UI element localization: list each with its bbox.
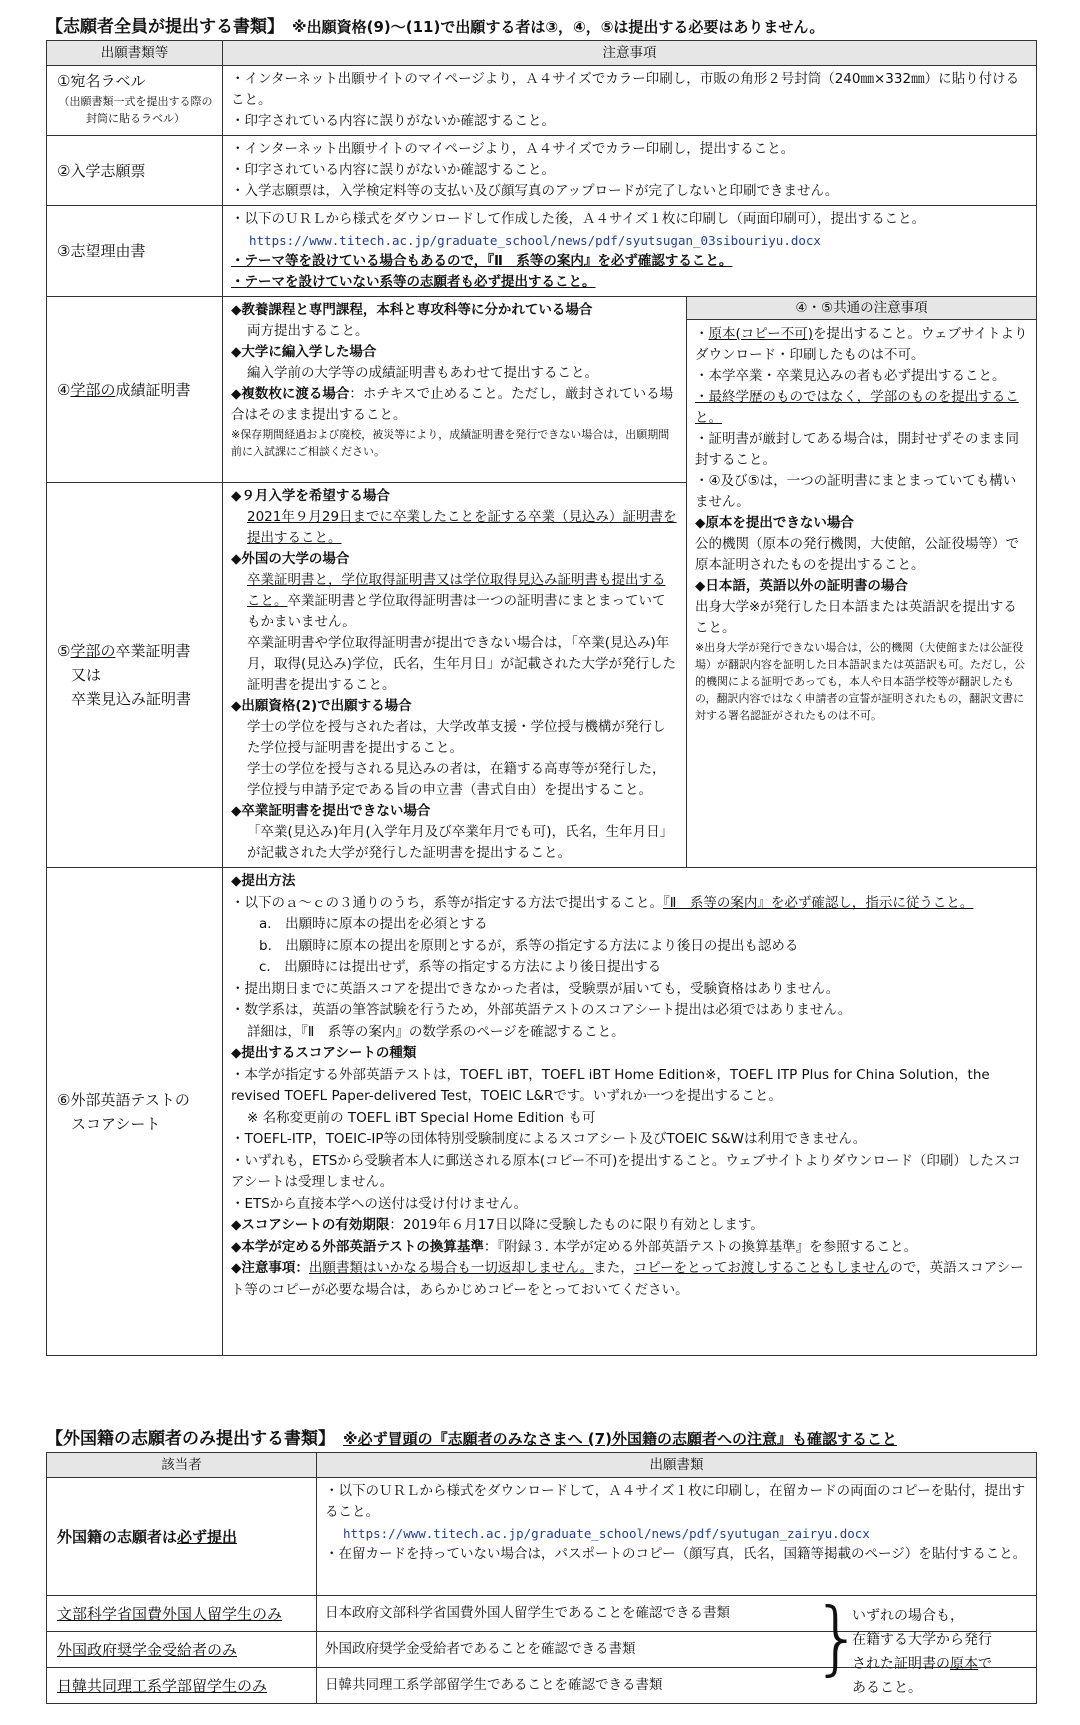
note-text: ：2019年６月17日以降に受験したものに限り有効とします。: [389, 1217, 764, 1233]
col-header-documents: 出願書類等: [47, 41, 223, 66]
note-item: ・提出期日までに英語スコアを提出できなかった者は，受験票が届いても，受験資格はありません。: [231, 980, 840, 997]
note-item: ・以下のＵＲＬから様式をダウンロードして作成した後，Ａ４サイズ１枚に印刷し（両面印刷可），提出すること。: [231, 211, 926, 227]
row-name-label: 外国政府奨学金受給者のみ: [47, 1632, 317, 1668]
note-text: 出身大学※が発行した日本語または英語訳を提出すること。: [695, 599, 1017, 636]
subheading: ◆大学に編入学した場合: [231, 344, 377, 360]
name-part: 又は: [71, 666, 102, 684]
subheading: ◆外国の大学の場合: [231, 551, 350, 567]
note-text: ※ 名称変更前の TOEFL iBT Special Home Edition も可: [247, 1109, 596, 1126]
note-text: 学士の学位を授与される見込みの者は，在籍する高専等が発行した，学位授与申請予定である旨の申立書（書式自由）を提出すること。: [247, 761, 666, 798]
name-part: ⑤: [57, 642, 71, 660]
brace-note-part-underlined: 原本: [950, 1656, 978, 1672]
name-part: ④: [57, 380, 71, 399]
row-name-label: [47, 297, 223, 483]
subheading: ◆提出するスコアシートの種類: [231, 1045, 417, 1061]
option-a: a. 出願時に原本の提出を必須とする: [259, 916, 488, 932]
note-text: 両方提出すること。: [247, 323, 369, 339]
subheading: ◆９月入学を希望する場合: [231, 488, 390, 504]
option-c: c. 出願時には提出せず，系等の指定する方法により後日提出する: [259, 959, 662, 975]
table-row: [47, 1478, 1037, 1596]
option-b: b. 出願時に原本の提出を原則とするが，系等の指定する方法により後日の提出も認める: [259, 937, 799, 954]
note-item: ・以下のａ～ｃの３通りのうち，系等が指定する方法で提出すること。: [231, 894, 663, 911]
note-text-underlined: 出願書類はいかなる場合も一切返却しません。: [308, 1260, 594, 1276]
row-name-label: ③志望理由書: [47, 206, 223, 297]
document-cell: 外国政府奨学金受給者であることを確認できる書類: [317, 1632, 1037, 1668]
name-part-underlined: 学部の: [70, 642, 116, 660]
residence-form-link[interactable]: https://www.titech.ac.jp/graduate_school/news/pdf/syutugan_zairyu.docx: [343, 1526, 870, 1541]
note-text: 卒業証明書や学位取得証明書が提出できない場合は，「卒業(見込み)年月，取得(見込み)学位，氏名，生年月日」が記載された大学が発行した証明書を提出すること。: [247, 635, 677, 693]
note-item: ・④及び⑤は，一つの証明書にまとまっていても構いません。: [695, 473, 1017, 510]
section2-heading: 【外国籍の志願者のみ提出する書類】: [46, 1429, 335, 1449]
subheading: ◆スコアシートの有効期限: [231, 1217, 390, 1233]
note-item: ・いずれも，ETSから受験者本人に郵送される原本(コピー不可)を提出すること。ウェブサイトよりダウンロード（印刷）したスコアシートは受理しません。: [231, 1152, 1021, 1190]
brace-note-part: で: [978, 1656, 992, 1672]
name-part: 卒業見込み証明書: [71, 690, 192, 708]
common-notes-cell: ④・⑤共通の注意事項 ・原本(コピー不可)を提出すること。ウェブサイトよりダウンロード・印刷したものは不可。 ・本学卒業・卒業見込みの者も必ず提出すること。 ・最終学歴のものではなく，学部のものを提出すること。 ・証明書が厳封してある場合は，開封せずそのまま同封すること。 ・④及び⑤は，一つの証明書にまとまっていても構いません。 ◆原本を提出できない場合 公的機関（原本の発行機関，大使館，公証役場等）で原本証明されたものを提出すること。 ◆日本語，英語以外の証明書の場合 出身大学※が発行した日本語または英語訳を提出すること。 ※出身大学が発行できない場合は，公的機関（大使館または公証役場）が翻訳内容を証明した日本語訳または英語訳も可。ただし，公的機関による証明であっても，本人や日本語学校等が翻訳したもの，翻訳内容ではなく申請者の宣誓が証明されたもの，翻訳文書に対する署名認証がされたものは不可。: [687, 297, 1037, 868]
name-part: ⑥外部英語テストの: [57, 1090, 190, 1109]
note-item: ・本学卒業・卒業見込みの者も必ず提出すること。: [695, 368, 1006, 384]
note-item: ・在留カードを持っていない場合は，パスポートのコピー（顔写真，氏名，国籍等掲載のページ）を貼付すること。: [325, 1546, 1027, 1562]
subheading: ◆注意事項：: [231, 1260, 309, 1276]
name-part-underlined: 学部の: [70, 380, 116, 399]
table-row: [47, 66, 1037, 136]
col-header-documents: 出願書類: [317, 1453, 1037, 1478]
brace-note-part: された証明書の: [852, 1656, 950, 1672]
subheading: ◆教養課程と専門課程，本科と専攻科等に分かれている場合: [231, 302, 593, 318]
table-row: [47, 868, 1037, 1356]
footnote: ※出身大学が発行できない場合は，公的機関（大使館または公証役場）が翻訳内容を証明した日本語訳または英語訳も可。ただし，公的機関による証明であっても，本人や日本語学校等が翻訳したもの，翻訳内容ではなく申請者の宣誓が証明されたもの，翻訳文書に対する署名認証がされたものは不可。: [695, 641, 1025, 722]
note-item: ・印字されている内容に誤りがないか確認すること。: [231, 162, 555, 178]
table-row: [47, 206, 1037, 297]
note-text: また，: [593, 1260, 634, 1276]
row-name-label: [47, 868, 223, 1356]
note-item: ・数学系は，英語の筆答試験を行うため，外部英語テストのスコアシート提出は必須ではありません。: [231, 1002, 852, 1018]
section2-title: [46, 1424, 897, 1449]
row-name-label: [47, 1478, 317, 1596]
col-header-notes: 注意事項: [223, 41, 1037, 66]
row-name-label: 日韓共同理工系学部留学生のみ: [47, 1668, 317, 1704]
original-only-text: 原本(コピー不可): [708, 326, 813, 342]
section2-note: ※必ず冒頭の『志願者のみなさまへ (7)外国籍の志願者への注意』も確認すること: [343, 1430, 897, 1448]
brace-note: [852, 1604, 992, 1700]
subheading: ◆提出方法: [231, 873, 296, 889]
row-name-label: [47, 483, 223, 868]
note-text: を提出すること。ウェブサイトよりダウンロード・印刷したものは不可。: [695, 326, 1028, 363]
note-text: 公的機関（原本の発行機関，大使館，公証役場等）で原本証明されたものを提出すること。: [695, 536, 1019, 573]
note-item: ・以下のＵＲＬから様式をダウンロードして，Ａ４サイズ１枚に印刷し，在留カードの両面のコピーを貼付，提出すること。: [325, 1483, 1026, 1520]
note-text: 学士の学位を授与された者は，大学改革支援・学位授与機構が発行した学位授与証明書を提出すること。: [247, 719, 666, 756]
subheading: ◆本学が定める外部英語テストの換算基準: [231, 1238, 484, 1255]
template-download-link[interactable]: https://www.titech.ac.jp/graduate_school/news/pdf/syutsugan_03sibouriyu.docx: [249, 233, 821, 248]
note-text: ：『附録３. 本学が定める外部英語テストの換算基準』を参照すること。: [483, 1238, 918, 1255]
note-text: ので，英語スコアシート等のコピーが必要な場合は，あらかじめコピーをとっておいてください。: [231, 1260, 1024, 1298]
note-item: ・インターネット出願サイトのマイページより，Ａ４サイズでカラー印刷し，提出すること。: [231, 141, 795, 157]
note-item: ・テーマを設けていない系等の志願者も必ず提出すること。: [231, 274, 596, 290]
brace-note-line: あること。: [852, 1680, 922, 1696]
note-item: ・TOEFL-ITP，TOEIC-IP等の団体特別受験制度によるスコアシート及びTOEIC S&Wは利用できません。: [231, 1131, 867, 1147]
table-row: [47, 297, 1037, 483]
document-cell: 日韓共同理工系学部留学生であることを確認できる書類: [317, 1668, 1037, 1704]
note-item: ・証明書が厳封してある場合は，開封せずそのまま同封すること。: [695, 431, 1019, 468]
note-item: ・入学志願票は，入学検定料等の支払い及び顔写真のアップロードが完了しないと印刷できません。: [231, 183, 839, 199]
note-text-underlined: コピーをとってお渡しすることもしません: [633, 1260, 890, 1276]
note-text: ：ホチキスで止めること。ただし，厳封されている場合はそのまま提出すること。: [231, 386, 674, 423]
common-notes-heading: ④・⑤共通の注意事項: [687, 297, 1036, 320]
note-text: 卒業証明書と，学位取得証明書又は学位取得見込み証明書も提出すること。: [247, 572, 666, 609]
subheading: ◆複数枚に渡る場合: [231, 386, 350, 402]
subheading: ◆原本を提出できない場合: [695, 515, 854, 531]
col-header-applicant: 該当者: [47, 1453, 317, 1478]
note-text: 2021年９月29日までに卒業したことを証する卒業（見込み）証明書を提出すること。: [247, 509, 677, 546]
row-name-label: ②入学志願票: [47, 136, 223, 206]
name-part-underlined: 必ず提出: [177, 1527, 238, 1546]
note-text: 「卒業(見込み)年月(入学年月及び卒業年月でも可)，氏名，生年月日」が記載された大学が発行した証明書を提出すること。: [247, 824, 674, 861]
row-name-sub: （出願書類一式を提出する際の封筒に貼るラベル）: [58, 95, 213, 125]
section1-note: ※出願資格(9)～(11)で出願する者は③，④，⑤は提出する必要はありません。: [292, 18, 825, 36]
row-name-label: 文部科学省国費外国人留学生のみ: [47, 1596, 317, 1632]
name-part: スコアシート: [71, 1114, 161, 1133]
name-part: 外国籍の志願者は: [57, 1527, 178, 1546]
brace-note-line: いずれの場合も，: [852, 1608, 964, 1624]
required-documents-table: [46, 40, 1037, 1356]
subheading: ◆日本語，英語以外の証明書の場合: [695, 578, 908, 594]
note-item: ・インターネット出願サイトのマイページより，Ａ４サイズでカラー印刷し，市販の角形２号封筒（240㎜×332㎜）に貼り付けること。: [231, 71, 1020, 108]
table-row: [47, 136, 1037, 206]
name-part: 成績証明書: [115, 380, 191, 399]
document-cell: 日本政府文部科学省国費外国人留学生であることを確認できる書類: [317, 1596, 1037, 1632]
note-item: ・テーマ等を設けている場合もあるので，『Ⅱ 系等の案内』を必ず確認すること。: [231, 253, 733, 269]
note-item-underlined: 『Ⅱ 系等の案内』を必ず確認し，指示に従うこと。: [663, 894, 974, 911]
brace-note-line: 在籍する大学から発行: [852, 1632, 992, 1648]
subheading: ◆卒業証明書を提出できない場合: [231, 803, 431, 819]
name-part: 卒業証明書: [115, 642, 191, 660]
footnote: ※保存期間経過および廃校，被災等により，成績証明書を発行できない場合は，出願期間前に入試課にご相談ください。: [231, 428, 670, 458]
note-text: 詳細は，『Ⅱ 系等の案内』の数学系のページを確認すること。: [247, 1023, 625, 1040]
brace-icon: }: [812, 1591, 863, 1684]
section1-title: [46, 12, 824, 37]
note-item: ・印字されている内容に誤りがないか確認すること。: [231, 113, 555, 129]
note-text: 編入学前の大学等の成績証明書もあわせて提出すること。: [247, 365, 598, 381]
note-item: ・最終学歴のものではなく，学部のものを提出すること。: [695, 389, 1019, 426]
note-item: ・本学が指定する外部英語テストは，TOEFL iBT，TOEFL iBT Home Edition※，TOEFL ITP Plus for China Solution，the revised TOEFL Paper-delivered Test，TOEIC L&Rです。いずれか一つを提出すること。: [231, 1066, 990, 1104]
row-name-label: ①宛名ラベル: [57, 72, 146, 90]
note-text: 卒業証明書と学位取得証明書は一つの証明書にまとまっていてもかまいません。: [247, 593, 666, 630]
note-item: ・ETSから直接本学への送付は受け付けません。: [231, 1195, 528, 1212]
section1-heading: 【志願者全員が提出する書類】: [46, 17, 284, 37]
subheading: ◆出願資格(2)で出願する場合: [231, 698, 412, 714]
